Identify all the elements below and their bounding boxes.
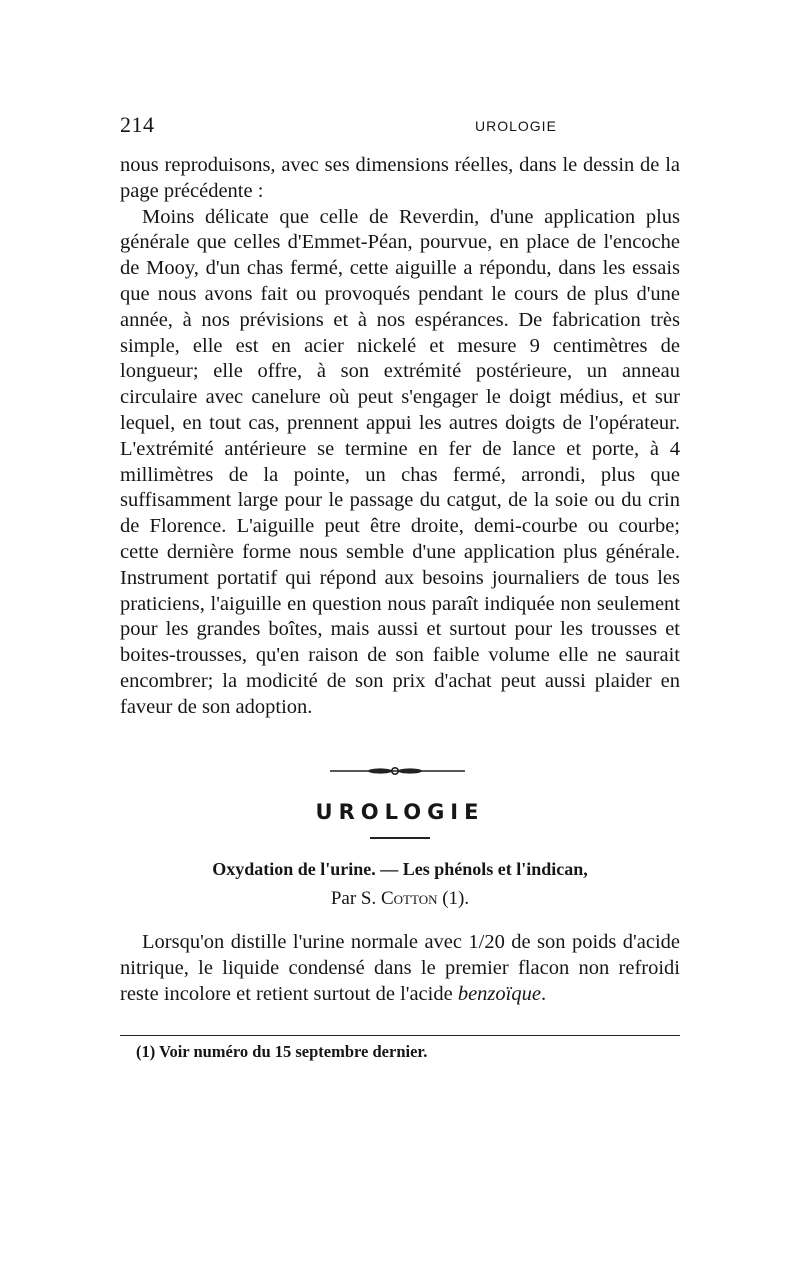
footnote-reference: (1). (437, 888, 470, 909)
paragraph: Moins délicate que celle de Reverdin, d'une application plus générale que celles d'Emmet-Péan, pourvue, en place de l'encoche de Mooy, d'un chas fermé, cette aiguille a répondu, dans les essais que nous avons fait ou provoqués pendant le cours de plus d'une année, à nos prévisions et à nos espérances. De fabrication très simple, elle est en acier nickelé et mesure 9 centimètres de longueur; elle offre, à son extrémité postérieure, un anneau circulaire avec canelure où peut s'engager le doigt médius, et sur lequel, en tout cas, prennent appui les autres doigts de l'opérateur. L'extrémité antérieure se termine en fer de lance et porte, à 4 millimètres de la pointe, un chas fermé, arrondi, plus que suffisamment large pour le passage du catgut, de la soie ou du crin de Florence. L'aiguille peut être droite, demi-courbe ou courbe; cette dernière forme nous semble d'une application plus générale. Instrument portatif qui répond aux besoins journaliers de tous les praticiens, l'aiguille en question nous paraît indiquée non seulement pour les grandes boîtes, mais aussi et surtout pour les trousses et boites-trousses, qu'en raison de son faible volume elle ne saurait encombrer; la modicité de son prix d'achat peut aussi plaider en faveur de son adoption. (120, 205, 680, 718)
article-text (120, 930, 680, 1007)
italic-term: benzoïque (457, 982, 541, 1005)
article-title: Oxydation de l'urine. — Les phénols et l'indican, (212, 859, 588, 879)
byline-prefix: Par S. (330, 888, 381, 909)
footnote: (1) Voir numéro du 15 septembre dernier. (136, 1042, 428, 1061)
paragraph (120, 930, 680, 1007)
author-name: Cotton (381, 888, 438, 909)
page-number: 214 (120, 112, 155, 137)
continued-text (120, 153, 680, 721)
paragraph: nous reproduisons, avec ses dimensions réelles, dans le dessin de la page précédente : (120, 154, 680, 202)
byline (120, 888, 680, 910)
paragraph-end: . (540, 982, 547, 1005)
running-head (120, 112, 680, 142)
paragraph-text: Lorsqu'on distille l'urine normale avec 1/20 de son poids d'acide nitrique, le liquide condensé dans le premier flacon non refroidi reste incolore et retient surtout de l'acide (120, 931, 680, 1005)
running-title: UROLOGIE (475, 118, 557, 134)
ornament-divider (330, 764, 465, 778)
footnote-rule (120, 1035, 680, 1036)
section-rule (370, 837, 430, 839)
section-title: UROLOGIE (315, 800, 485, 824)
